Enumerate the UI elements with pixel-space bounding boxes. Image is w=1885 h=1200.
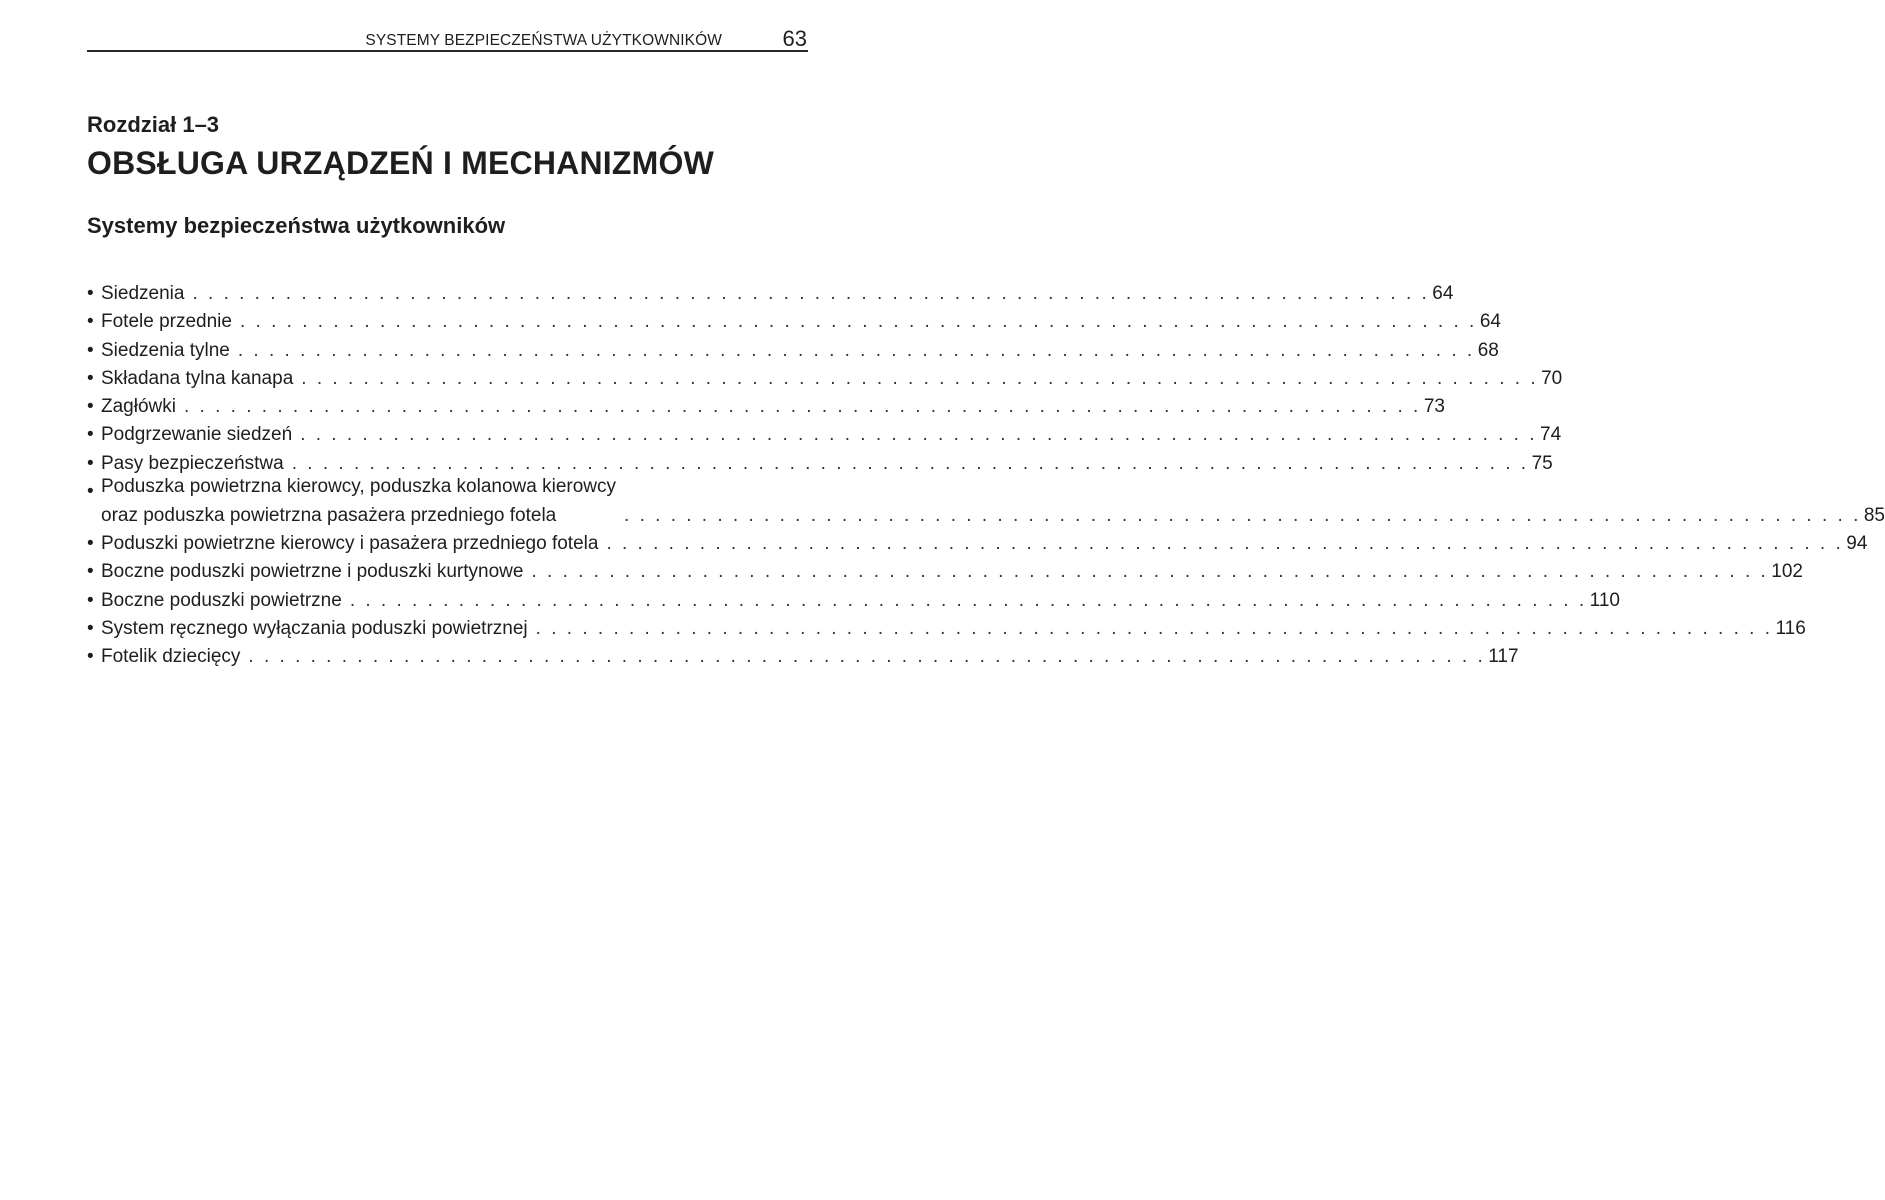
- toc-entry: [101, 365, 1563, 393]
- toc-item-label-line: Składana tylna kanapa: [101, 367, 294, 389]
- toc-item-page: 70: [1541, 367, 1563, 389]
- toc-item-label: [101, 337, 230, 365]
- dot-leader: . . . . . . . . . . . . . . . . . . . . . . . . . . . . . . . . . . . . . . . . . . . . . . . . . . . . . . . . . . . . . . . . . . . . . . . . . . . . . . . .: [624, 504, 1861, 526]
- bullet-icon: •: [87, 646, 94, 668]
- toc-item-label-line: System ręcznego wyłączania poduszki powietrznej: [101, 617, 528, 639]
- dot-leader: . . . . . . . . . . . . . . . . . . . . . . . . . . . . . . . . . . . . . . . . . . . . . . . . . . . . . . . . . . . . . . . . . . . . . . . . . . . . . . . .: [291, 452, 1529, 474]
- toc-entry: [101, 393, 1445, 421]
- toc-item[interactable]: [87, 280, 1454, 308]
- bullet-icon: •: [87, 617, 94, 639]
- toc-item[interactable]: [87, 393, 1445, 421]
- toc-item-page: 102: [1771, 561, 1803, 583]
- toc-item[interactable]: [87, 365, 1563, 393]
- toc-item[interactable]: [87, 337, 1499, 365]
- table-of-contents: [87, 280, 1885, 672]
- toc-item-page: 73: [1423, 396, 1445, 418]
- toc-item[interactable]: [87, 308, 1501, 336]
- toc-item[interactable]: [87, 587, 1620, 615]
- dot-leader: . . . . . . . . . . . . . . . . . . . . . . . . . . . . . . . . . . . . . . . . . . . . . . . . . . . . . . . . . . . . . . . . . . . . . . . . . . . . . . . .: [239, 311, 1477, 333]
- toc-item-page: 75: [1531, 452, 1553, 474]
- toc-item-label-line: Poduszki powietrzne kierowcy i pasażera przedniego fotela: [101, 533, 599, 555]
- toc-item-page: 74: [1540, 424, 1562, 446]
- toc-item-page: 68: [1477, 339, 1499, 361]
- toc-item-page: 85: [1863, 504, 1885, 526]
- dot-leader: . . . . . . . . . . . . . . . . . . . . . . . . . . . . . . . . . . . . . . . . . . . . . . . . . . . . . . . . . . . . . . . . . . . . . . . . . . . . . . . .: [237, 339, 1475, 361]
- toc-entry: [101, 421, 1562, 449]
- toc-item-label: [101, 558, 523, 586]
- toc-entry: [101, 587, 1620, 615]
- toc-entry: [101, 280, 1454, 308]
- toc-entry: [101, 530, 1868, 558]
- bullet-icon: •: [87, 283, 94, 304]
- bullet-icon: •: [87, 533, 94, 555]
- toc-item-label: [101, 587, 342, 615]
- toc-item-label-line: Boczne poduszki powietrzne: [101, 589, 342, 611]
- toc-entry: [101, 615, 1806, 643]
- dot-leader: . . . . . . . . . . . . . . . . . . . . . . . . . . . . . . . . . . . . . . . . . . . . . . . . . . . . . . . . . . . . . . . . . . . . . . . . . . . . . . . .: [531, 561, 1769, 583]
- toc-entry: [101, 308, 1501, 336]
- dot-leader: . . . . . . . . . . . . . . . . . . . . . . . . . . . . . . . . . . . . . . . . . . . . . . . . . . . . . . . . . . . . . . . . . . . . . . . . . . . . . . . .: [183, 396, 1421, 418]
- bullet-icon: •: [87, 367, 94, 389]
- bullet-icon: •: [87, 424, 94, 446]
- toc-item-label-line: Podgrzewanie siedzeń: [101, 424, 293, 446]
- bullet-icon: •: [87, 452, 94, 474]
- toc-item-label-line: Poduszka powietrzna kierowcy, poduszka kolanowa kierowcy: [101, 476, 617, 498]
- toc-item-label: [101, 473, 616, 530]
- toc-entry: [101, 473, 1885, 530]
- dot-leader: . . . . . . . . . . . . . . . . . . . . . . . . . . . . . . . . . . . . . . . . . . . . . . . . . . . . . . . . . . . . . . . . . . . . . . . . . . . . . . . .: [606, 533, 1844, 555]
- toc-item[interactable]: [87, 530, 1868, 558]
- toc-item-page: 116: [1775, 617, 1806, 639]
- toc-item-label: [101, 615, 528, 643]
- toc-item-page: 117: [1488, 646, 1519, 668]
- dot-leader: . . . . . . . . . . . . . . . . . . . . . . . . . . . . . . . . . . . . . . . . . . . . . . . . . . . . . . . . . . . . . . . . . . . . . . . . . . . . . . . .: [300, 424, 1538, 446]
- dot-leader: . . . . . . . . . . . . . . . . . . . . . . . . . . . . . . . . . . . . . . . . . . . . . . . . . . . . . . . . . . . . . . . . . . . . . . . . . . . . . . . .: [535, 617, 1773, 639]
- toc-item[interactable]: [87, 421, 1562, 449]
- toc-item-label: [101, 393, 176, 421]
- dot-leader: . . . . . . . . . . . . . . . . . . . . . . . . . . . . . . . . . . . . . . . . . . . . . . . . . . . . . . . . . . . . . . . . . . . . . . . . . . . . . . . .: [248, 646, 1486, 668]
- toc-item-label: [101, 421, 292, 449]
- toc-item[interactable]: [87, 558, 1803, 586]
- toc-item-page: 94: [1846, 533, 1868, 555]
- bullet-icon: •: [87, 481, 94, 503]
- toc-item[interactable]: [87, 643, 1519, 671]
- toc-item-label-line: Fotele przednie: [101, 311, 232, 333]
- bullet-icon: •: [87, 339, 94, 361]
- toc-item-page: 64: [1479, 311, 1501, 333]
- toc-entry: [101, 558, 1803, 586]
- section-title: Systemy bezpieczeństwa użytkowników: [87, 213, 506, 238]
- toc-item-label: [101, 308, 232, 336]
- toc-entry: [101, 337, 1499, 365]
- toc-item[interactable]: [87, 615, 1806, 643]
- bullet-icon: •: [87, 311, 94, 333]
- bullet-icon: •: [87, 396, 94, 418]
- bullet-icon: •: [87, 561, 94, 583]
- toc-item-label-line: Fotelik dziecięcy: [101, 646, 241, 668]
- bullet-icon: •: [87, 589, 94, 611]
- chapter-label: Rozdział 1–3: [87, 112, 220, 137]
- toc-item-label-line: Zagłówki: [101, 396, 176, 418]
- toc-item-label-line: oraz poduszka powietrzna pasażera przedniego fotela: [101, 504, 557, 526]
- toc-item-label-line: Siedzenia: [101, 283, 185, 304]
- toc-item[interactable]: [87, 476, 1885, 530]
- toc-item-label-line: Pasy bezpieczeństwa: [101, 452, 284, 474]
- toc-item-label: [101, 643, 240, 671]
- toc-item-label: [101, 365, 293, 393]
- toc-item-label: [101, 280, 184, 308]
- dot-leader: . . . . . . . . . . . . . . . . . . . . . . . . . . . . . . . . . . . . . . . . . . . . . . . . . . . . . . . . . . . . . . . . . . . . . . . . . . . . . . . .: [349, 589, 1587, 611]
- toc-item-page: 110: [1589, 589, 1620, 611]
- toc-item-label-line: Siedzenia tylne: [101, 339, 230, 361]
- running-header: [87, 26, 808, 52]
- toc-item-label-line: Boczne poduszki powietrzne i poduszki kurtynowe: [101, 561, 524, 583]
- toc-item-page: 64: [1432, 283, 1454, 304]
- toc-item-label: [101, 530, 598, 558]
- dot-leader: . . . . . . . . . . . . . . . . . . . . . . . . . . . . . . . . . . . . . . . . . . . . . . . . . . . . . . . . . . . . . . . . . . . . . . . . . . . . . . . .: [192, 283, 1430, 304]
- page-number: 63: [782, 26, 807, 51]
- chapter-title: OBSŁUGA URZĄDZEŃ I MECHANIZMÓW: [87, 145, 714, 181]
- header-title: SYSTEMY BEZPIECZEŃSTWA UŻYTKOWNIKÓW: [365, 32, 722, 49]
- toc-entry: [101, 643, 1519, 671]
- dot-leader: . . . . . . . . . . . . . . . . . . . . . . . . . . . . . . . . . . . . . . . . . . . . . . . . . . . . . . . . . . . . . . . . . . . . . . . . . . . . . . . .: [301, 367, 1539, 389]
